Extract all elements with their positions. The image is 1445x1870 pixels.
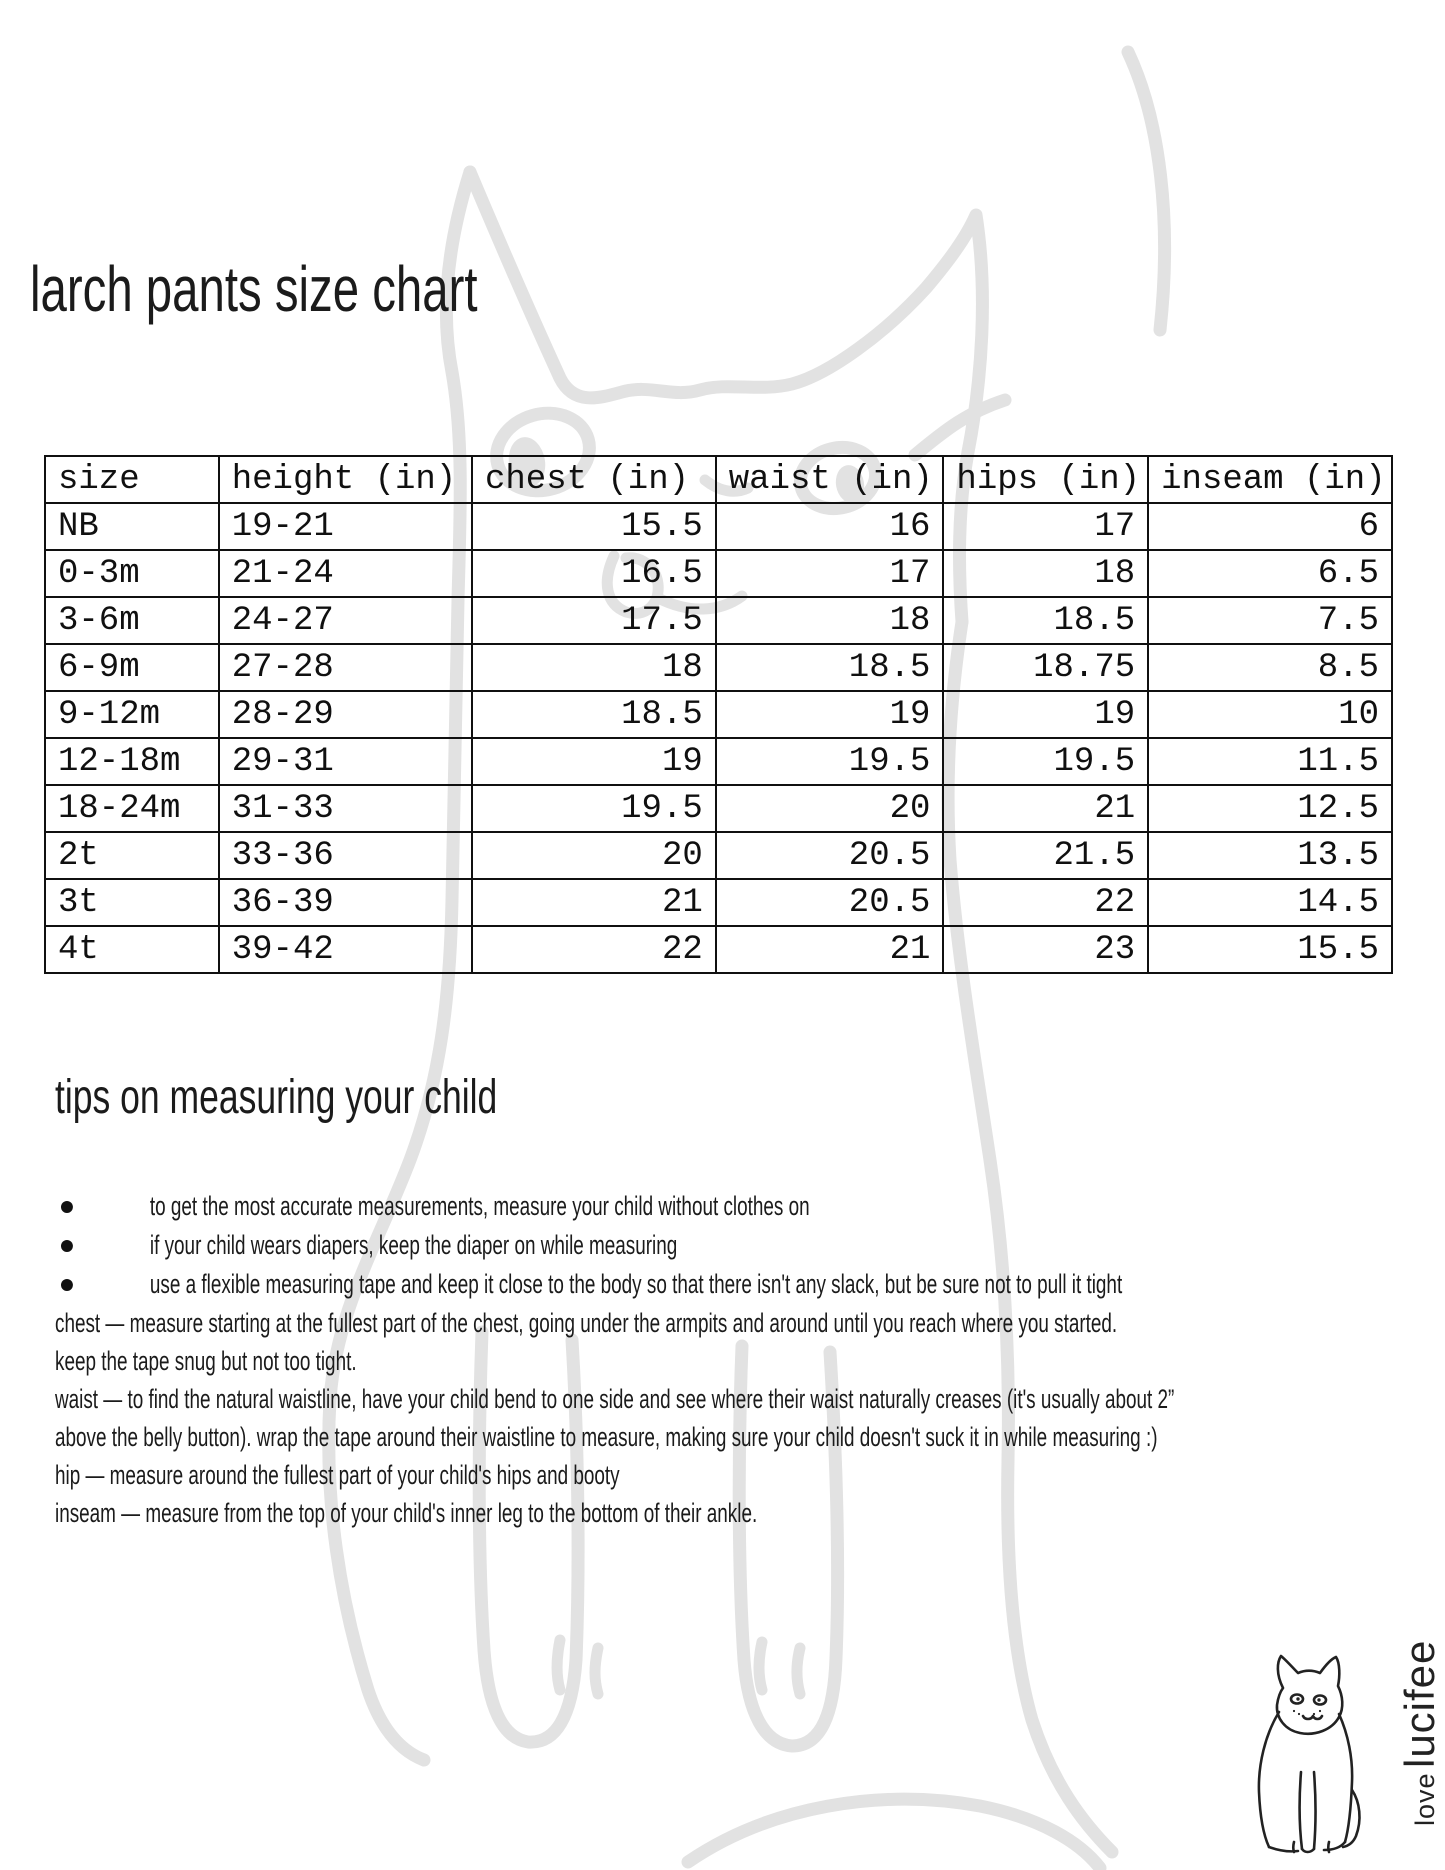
cell: 22 xyxy=(472,926,716,973)
tip-item xyxy=(61,1265,1445,1304)
table-row xyxy=(45,691,1392,738)
cell: 8.5 xyxy=(1148,644,1392,691)
table-row xyxy=(45,879,1392,926)
cell: 19 xyxy=(472,738,716,785)
cell: 6-9m xyxy=(45,644,219,691)
instruction-line: waist — to find the natural waistline, have your child bend to one side and see where their waist naturally creases (it's usually about 2” xyxy=(55,1384,1175,1414)
instruction-line: inseam — measure from the top of your child's inner leg to the bottom of their ankle. xyxy=(55,1498,758,1528)
cell: 17 xyxy=(716,550,944,597)
cell: 14.5 xyxy=(1148,879,1392,926)
cell: 18.75 xyxy=(943,644,1148,691)
logo-word-love: love xyxy=(1410,1772,1440,1826)
bullet-icon xyxy=(61,1279,73,1291)
cell: 12.5 xyxy=(1148,785,1392,832)
cell: 21 xyxy=(943,785,1148,832)
cell: 11.5 xyxy=(1148,738,1392,785)
cat-back-stroke xyxy=(1128,52,1165,330)
cell: 0-3m xyxy=(45,550,219,597)
col-header-hips: hips (in) xyxy=(943,456,1148,503)
col-header-size: size xyxy=(45,456,219,503)
cell: 12-18m xyxy=(45,738,219,785)
table-row xyxy=(45,785,1392,832)
cell: 6 xyxy=(1148,503,1392,550)
cell: 21 xyxy=(472,879,716,926)
cell: 33-36 xyxy=(219,832,472,879)
size-chart-table xyxy=(44,455,1393,974)
brand-logo xyxy=(1250,1640,1445,1865)
waist-instructions xyxy=(55,1380,1445,1456)
cell: 18.5 xyxy=(943,597,1148,644)
cell: 19.5 xyxy=(472,785,716,832)
cell: 18 xyxy=(716,597,944,644)
cell: 15.5 xyxy=(472,503,716,550)
tip-text: if your child wears diapers, keep the diaper on while measuring xyxy=(149,1230,678,1260)
tips-heading: tips on measuring your child xyxy=(55,1071,498,1124)
instruction-line: above the belly button). wrap the tape around their waistline to measure, making sure your child doesn't suck it in while measuring :) xyxy=(55,1422,1158,1452)
cell: 6.5 xyxy=(1148,550,1392,597)
cell: 4t xyxy=(45,926,219,973)
table-row xyxy=(45,926,1392,973)
cell: 36-39 xyxy=(219,879,472,926)
cell: 3-6m xyxy=(45,597,219,644)
cell: 31-33 xyxy=(219,785,472,832)
logo-cat-icon xyxy=(1250,1650,1385,1860)
cell: 21 xyxy=(716,926,944,973)
inseam-instructions xyxy=(55,1494,1445,1532)
col-header-chest: chest (in) xyxy=(472,456,716,503)
cell: 18.5 xyxy=(472,691,716,738)
cell: 19-21 xyxy=(219,503,472,550)
cell: 15.5 xyxy=(1148,926,1392,973)
cell: 2t xyxy=(45,832,219,879)
page-title: larch pants size chart xyxy=(30,253,478,325)
cell: 10 xyxy=(1148,691,1392,738)
cell: 20.5 xyxy=(716,879,944,926)
logo-word-lucifee: lucifee xyxy=(1396,1639,1443,1769)
cell: 20 xyxy=(472,832,716,879)
cell: 3t xyxy=(45,879,219,926)
tips-list xyxy=(61,1187,1445,1304)
cell: 19 xyxy=(943,691,1148,738)
cell: 29-31 xyxy=(219,738,472,785)
bullet-icon xyxy=(61,1201,73,1213)
cell: 19.5 xyxy=(943,738,1148,785)
cell: 19 xyxy=(716,691,944,738)
measuring-tips-section xyxy=(55,1070,1445,1532)
table-row xyxy=(45,738,1392,785)
instruction-line: hip — measure around the fullest part of your child's hips and booty xyxy=(55,1460,620,1490)
cat-toes xyxy=(557,1640,800,1694)
table-row xyxy=(45,644,1392,691)
header-row xyxy=(45,456,1392,503)
tip-text: use a flexible measuring tape and keep it close to the body so that there isn't any slack, but be sure not to pull it tight xyxy=(149,1269,1123,1299)
table-row xyxy=(45,832,1392,879)
cell: 39-42 xyxy=(219,926,472,973)
hip-instructions xyxy=(55,1456,1445,1494)
cell: NB xyxy=(45,503,219,550)
cell: 21.5 xyxy=(943,832,1148,879)
cell: 20 xyxy=(716,785,944,832)
bullet-icon xyxy=(61,1240,73,1252)
cell: 13.5 xyxy=(1148,832,1392,879)
cell: 19.5 xyxy=(716,738,944,785)
cell: 23 xyxy=(943,926,1148,973)
col-header-inseam: inseam (in) xyxy=(1148,456,1392,503)
cell: 27-28 xyxy=(219,644,472,691)
chest-instructions xyxy=(55,1304,1445,1380)
cell: 17 xyxy=(943,503,1148,550)
cell: 16.5 xyxy=(472,550,716,597)
cell: 18 xyxy=(472,644,716,691)
cell: 16 xyxy=(716,503,944,550)
col-header-waist: waist (in) xyxy=(716,456,944,503)
col-header-height: height (in) xyxy=(219,456,472,503)
instruction-line: chest — measure starting at the fullest part of the chest, going under the armpits and around until you reach where you started. xyxy=(55,1308,1118,1338)
cell: 9-12m xyxy=(45,691,219,738)
cell: 18 xyxy=(943,550,1148,597)
instruction-line: keep the tape snug but not too tight. xyxy=(55,1346,357,1376)
tip-item xyxy=(61,1187,1445,1226)
logo-wordmark xyxy=(1396,1640,1444,1826)
cell: 24-27 xyxy=(219,597,472,644)
cell: 17.5 xyxy=(472,597,716,644)
cell: 18.5 xyxy=(716,644,944,691)
cell: 18-24m xyxy=(45,785,219,832)
table-row xyxy=(45,503,1392,550)
cell: 20.5 xyxy=(716,832,944,879)
cell: 7.5 xyxy=(1148,597,1392,644)
tip-item xyxy=(61,1226,1445,1265)
cell: 22 xyxy=(943,879,1148,926)
tip-text: to get the most accurate measurements, measure your child without clothes on xyxy=(149,1191,810,1221)
table-row xyxy=(45,597,1392,644)
table-row xyxy=(45,550,1392,597)
cell: 21-24 xyxy=(219,550,472,597)
cell: 28-29 xyxy=(219,691,472,738)
